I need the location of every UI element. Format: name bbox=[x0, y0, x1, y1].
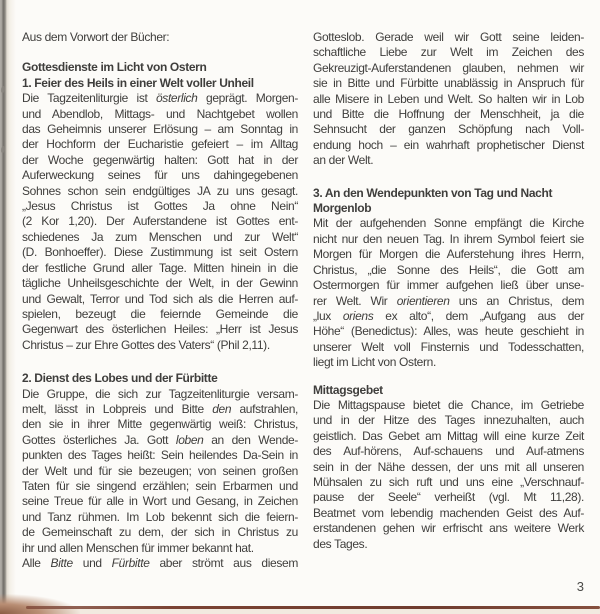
text-line: und Abendlob, Mittags- und Nachtgebet wollen bbox=[22, 106, 298, 121]
page-number: 3 bbox=[576, 579, 584, 594]
text-line: erstandenen gehen wir erfrischt ans weitere Werk bbox=[313, 521, 584, 536]
text-line: Gekreuzigt-Auferstandenen glauben, nehmen wir bbox=[313, 60, 584, 75]
text-line: der festliche Grund aller Tage. Mitten hinein in die bbox=[22, 260, 298, 275]
text-line: der Woche gegenwärtig halten: Gott hat in der bbox=[22, 152, 298, 167]
text-line: Die Tagzeitenliturgie ist österlich geprägt. Morgen- bbox=[22, 91, 298, 106]
paragraph-gap bbox=[22, 353, 298, 371]
text-line: des Auf-hörens, Auf-schauens und Auf-atmens bbox=[313, 444, 584, 459]
text-line: Sehnsucht der ganzen Schöpfung nach Voll- bbox=[313, 122, 584, 137]
text-line: spielen, bezeugt die feiernde Gemeinde die bbox=[22, 306, 298, 321]
text-line: nicht nur den neuen Tag. In ihrem Symbol feiert sie bbox=[313, 231, 584, 246]
text-line: des Tages. bbox=[313, 536, 368, 551]
heading-line: Mittagsgebet bbox=[313, 382, 383, 397]
right-column bbox=[313, 30, 584, 552]
paragraph bbox=[313, 216, 584, 370]
paragraph bbox=[313, 30, 584, 169]
intro-line bbox=[22, 30, 298, 45]
text-line: melt, lässt in Lobpreis und Bitte den aufstrahlen, bbox=[22, 401, 298, 416]
text-line: ihr und allen Menschen für immer bekannt hat. bbox=[22, 540, 254, 555]
heading-line: Gottesdienste im Licht von Ostern bbox=[22, 60, 207, 75]
text-line: liegt im Licht von Ostern. bbox=[313, 355, 436, 370]
heading-line: 3. An den Wendepunkten von Tag und Nacht bbox=[313, 185, 553, 200]
text-line: tägliche Unheilsgeschichte der Welt, in der Gewinn bbox=[22, 276, 298, 291]
paragraph-gap bbox=[22, 45, 298, 60]
text-line: pause der Seele“ verheißt (vgl. Mt 11,28). bbox=[313, 490, 584, 505]
book-bottom-corner-shadow bbox=[0, 594, 80, 614]
section-heading bbox=[22, 60, 298, 91]
text-line: sie in Bitte und Fürbitte unablässig in Anspruch für bbox=[313, 76, 584, 91]
paragraph-gap bbox=[313, 371, 584, 383]
text-line: der Welt und für sie bezeugen; von seinen großen bbox=[22, 463, 298, 478]
text-line: (D. Bonhoeffer). Diese Zustimmung ist seit Ostern bbox=[22, 245, 298, 260]
text-line: „Jesus Christus ist Gottes Ja ohne Nein“ bbox=[22, 199, 298, 214]
text-line: Taten für sie singend erzählen; sein Erbarmen und bbox=[22, 478, 298, 493]
text-line: „lux oriens ex alto“, dem „Aufgang aus der bbox=[313, 308, 584, 323]
paragraph bbox=[313, 398, 584, 552]
section-heading bbox=[313, 186, 584, 217]
text-line: Gottes österliches Ja. Gott loben an den Wende- bbox=[22, 432, 298, 447]
paragraph bbox=[22, 387, 298, 572]
section-heading bbox=[313, 383, 584, 398]
text-line: Gotteslob. Gerade weil wir Gott seine leiden- bbox=[313, 30, 584, 44]
text-line: Die Gruppe, die sich zur Tagzeitenliturgie versam- bbox=[22, 386, 298, 401]
text-line: unserer Welt voll Finsternis und Todesschatten, bbox=[313, 339, 584, 354]
text-line: Die Mittagspause bietet die Chance, im Getriebe bbox=[313, 397, 584, 412]
text-line: Mit der aufgehenden Sonne empfängt die Kirche bbox=[313, 216, 584, 231]
text-line: und Gewalt, Terror und Tod sich als die Herren auf- bbox=[22, 291, 298, 306]
text-line: endung hoch – ein wahrhaft prophetischer Dienst bbox=[313, 137, 584, 152]
text-line: seine Treue für alle in Wort und Gesang, in Zeichen bbox=[22, 494, 298, 509]
text-line: schiedenes Ja zum Menschen und zur Welt“ bbox=[22, 229, 298, 244]
text-line: der Hochform der Eucharistie gefeiert – im Alltag bbox=[22, 137, 298, 152]
text-line: schaftliche Liebe zur Welt im Zeichen des bbox=[313, 45, 584, 60]
text-line: und Bitte die Hoffnung der Menschheit, ja die bbox=[313, 107, 584, 122]
left-column bbox=[22, 30, 298, 571]
text-line: das Geheimnis unserer Erlösung – am Sonntag in bbox=[22, 122, 298, 137]
paragraph bbox=[22, 91, 298, 353]
section-heading bbox=[22, 371, 298, 386]
paragraph-gap bbox=[313, 169, 584, 186]
text-line: Gegenwart des österlichen Heiles: „Herr ist Jesus bbox=[22, 322, 298, 337]
text-line: und Tanz rühmen. Im Lob bekennt sich die feiern- bbox=[22, 509, 298, 524]
text-line: Mühsalen zu sich ruft und uns eine „Verschnauf- bbox=[313, 474, 584, 489]
text-line: Sohnes schon sein endgültiges JA zu uns gesagt. bbox=[22, 183, 298, 198]
book-edge-line bbox=[26, 606, 600, 609]
text-line: den sie in ihrer Mitte gegenwärtig weiß: Christus, bbox=[22, 417, 298, 432]
text-line: an der Welt. bbox=[313, 153, 374, 168]
text-line: Beatmet vom lebendig machenden Geist des Auf- bbox=[313, 505, 584, 520]
text-line: rer Welt. Wir orientieren uns an Christus, dem bbox=[313, 293, 584, 308]
text-line: sein in der Nähe dessen, der uns mit all unseren bbox=[313, 459, 584, 474]
text-line: Ostermorgen für immer aufgehen ließ über unse- bbox=[313, 278, 584, 293]
text-line: alle Misere in Leben und Welt. So halten wir in Lob bbox=[313, 91, 584, 106]
text-line: Christus – zur Ehre Gottes des Vaters“ (Phil 2,11). bbox=[22, 337, 270, 352]
text-line: Morgen für Morgen die Auferstehung ihres Herrn, bbox=[313, 247, 584, 262]
text-line: Höhe“ (Benedictus): Alles, was heute geschieht in bbox=[313, 324, 584, 339]
text-line: und in der Hitze des Tages innezuhalten, auch bbox=[313, 413, 584, 428]
heading-line: Morgenlob bbox=[313, 201, 372, 216]
text-line: punkten des Tages heißt: Sein heilendes Da-Sein in bbox=[22, 448, 298, 463]
text-line: Christus, „die Sonne des Heils“, die Gott am bbox=[313, 262, 584, 277]
text-line: Aus dem Vorwort der Bücher: bbox=[22, 30, 170, 44]
heading-line: 1. Feier des Heils in einer Welt voller Unheil bbox=[22, 75, 254, 90]
text-line: geistlich. Das Gebet am Mittag will eine kurze Zeit bbox=[313, 428, 584, 443]
text-line: Auferweckung seines für uns dahingegebenen bbox=[22, 168, 298, 183]
text-line: Alle Bitte und Fürbitte aber strömt aus diesem bbox=[22, 556, 298, 570]
text-line: de Gemeinschaft zu dem, der sich in Christus zu bbox=[22, 525, 298, 540]
heading-line: 2. Dienst des Lobes und der Fürbitte bbox=[22, 371, 218, 386]
text-line: (2 Kor 1,20). Der Auferstandene ist Gottes ent- bbox=[22, 214, 298, 229]
